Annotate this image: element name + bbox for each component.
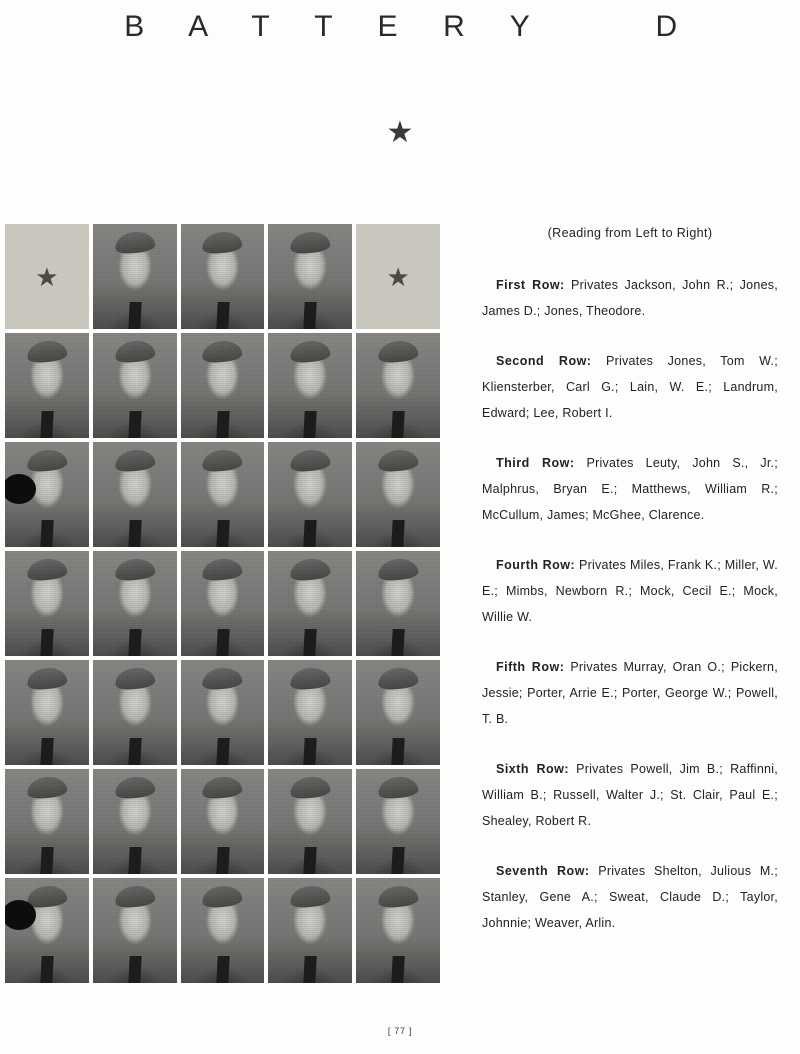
caption-row-seventh: [482, 858, 778, 936]
portrait-cell[interactable]: [93, 333, 177, 438]
caption-row-label: Second Row:: [496, 354, 592, 368]
photo-grain: [356, 442, 440, 547]
caption-row-fourth: [482, 552, 778, 630]
caption-row-label: Third Row:: [496, 456, 575, 470]
portrait-cell[interactable]: [268, 224, 352, 329]
portrait-cell[interactable]: [356, 551, 440, 656]
portrait-cell[interactable]: [5, 551, 89, 656]
portrait-cell[interactable]: [181, 769, 265, 874]
photo-grain: [93, 878, 177, 983]
photo-grain: [268, 333, 352, 438]
photo-grain: [5, 551, 89, 656]
portrait-cell[interactable]: [93, 551, 177, 656]
star-icon: ★: [386, 116, 414, 149]
portrait-cell[interactable]: [93, 442, 177, 547]
photo-grain: [268, 551, 352, 656]
caption-row-names: Privates Jones, Tom W.; Kliensterber, Carl G.; Lain, W. E.; Landrum, Edward; Lee, Robert I.: [482, 354, 778, 420]
reading-direction-note: (Reading from Left to Right): [547, 226, 713, 240]
portrait-cell[interactable]: [268, 442, 352, 547]
photo-grain: [181, 878, 265, 983]
photo-grain: [181, 442, 265, 547]
caption-row-names: Privates Leuty, John S., Jr.; Malphrus, Bryan E.; Matthews, William R.; McCullum, James; McGhee, Clarence.: [482, 456, 779, 522]
photo-grain: [356, 878, 440, 983]
photo-grain: [181, 769, 265, 874]
portrait-cell[interactable]: [181, 551, 265, 656]
portrait-cell[interactable]: [181, 442, 265, 547]
photo-grid: [5, 224, 440, 983]
caption-row-label: Fifth Row:: [496, 660, 565, 674]
portrait-cell[interactable]: [181, 878, 265, 983]
caption-row-names: Privates Jackson, John R.; Jones, James D.; Jones, Theodore.: [482, 278, 778, 318]
caption-row-names: Privates Shelton, Julious M.; Stanley, Gene A.; Sweat, Claude D.; Taylor, Johnnie; Weaver, Arlin.: [482, 864, 778, 930]
photo-grain: [181, 551, 265, 656]
caption-row-sixth: [482, 756, 778, 834]
portrait-cell[interactable]: [5, 333, 89, 438]
portrait-cell[interactable]: [93, 660, 177, 765]
caption-row-names: Privates Murray, Oran O.; Pickern, Jessie; Porter, Arrie E.; Porter, George W.; Powell, T. B.: [482, 660, 778, 726]
portrait-cell[interactable]: [5, 660, 89, 765]
caption-row-label: First Row:: [496, 278, 565, 292]
grid-ornament-cell: [5, 224, 89, 329]
caption-row-names: Privates Powell, Jim B.; Raffinni, William B.; Russell, Walter J.; St. Clair, Paul E.; Shealey, Robert R.: [482, 762, 778, 828]
grid-ornament-cell: [356, 224, 440, 329]
caption-row-first: [482, 272, 778, 324]
photo-grain: [181, 660, 265, 765]
photo-grain: [93, 551, 177, 656]
portrait-cell[interactable]: [356, 333, 440, 438]
portrait-cell[interactable]: [268, 333, 352, 438]
caption-column: [482, 220, 778, 960]
photo-grain: [5, 769, 89, 874]
photo-grain: [181, 224, 265, 329]
photo-grain: [268, 769, 352, 874]
portrait-cell[interactable]: [268, 660, 352, 765]
portrait-cell[interactable]: [181, 660, 265, 765]
portrait-cell[interactable]: [93, 224, 177, 329]
portrait-cell[interactable]: [5, 878, 89, 983]
star-icon: ★: [35, 261, 59, 292]
page-number: [ 77 ]: [387, 1026, 413, 1036]
photo-grain: [356, 769, 440, 874]
portrait-cell[interactable]: [93, 878, 177, 983]
photo-grain: [5, 878, 89, 983]
portrait-cell[interactable]: [5, 769, 89, 874]
portrait-cell[interactable]: [181, 333, 265, 438]
portrait-cell[interactable]: [356, 442, 440, 547]
caption-row-label: Sixth Row:: [496, 762, 569, 776]
portrait-cell[interactable]: [268, 551, 352, 656]
portrait-cell[interactable]: [268, 878, 352, 983]
photo-grain: [181, 333, 265, 438]
photo-grain: [5, 333, 89, 438]
photo-grain: [268, 224, 352, 329]
photo-grain: [268, 878, 352, 983]
portrait-cell[interactable]: [356, 878, 440, 983]
photo-grain: [356, 333, 440, 438]
photo-grain: [268, 660, 352, 765]
photo-grain: [93, 769, 177, 874]
caption-row-fifth: [482, 654, 778, 732]
photo-grain: [93, 442, 177, 547]
portrait-cell[interactable]: [268, 769, 352, 874]
portrait-cell[interactable]: [93, 769, 177, 874]
caption-row-label: Seventh Row:: [496, 864, 590, 878]
photo-grain: [356, 551, 440, 656]
photo-grain: [93, 224, 177, 329]
portrait-cell[interactable]: [181, 224, 265, 329]
photo-grain: [93, 660, 177, 765]
caption-row-second: [482, 348, 778, 426]
caption-row-third: [482, 450, 778, 528]
photo-grain: [356, 660, 440, 765]
portrait-cell[interactable]: [356, 660, 440, 765]
caption-row-names: Privates Miles, Frank K.; Miller, W. E.; Mimbs, Newborn R.; Mock, Cecil E.; Mock, Willie W.: [482, 558, 778, 624]
star-icon: ★: [386, 261, 410, 292]
caption-row-label: Fourth Row:: [496, 558, 576, 572]
photo-grain: [268, 442, 352, 547]
portrait-cell[interactable]: [356, 769, 440, 874]
photo-grain: [5, 660, 89, 765]
page-title: B A T T E R Y D: [124, 10, 696, 43]
photo-grain: [93, 333, 177, 438]
portrait-cell[interactable]: [5, 442, 89, 547]
